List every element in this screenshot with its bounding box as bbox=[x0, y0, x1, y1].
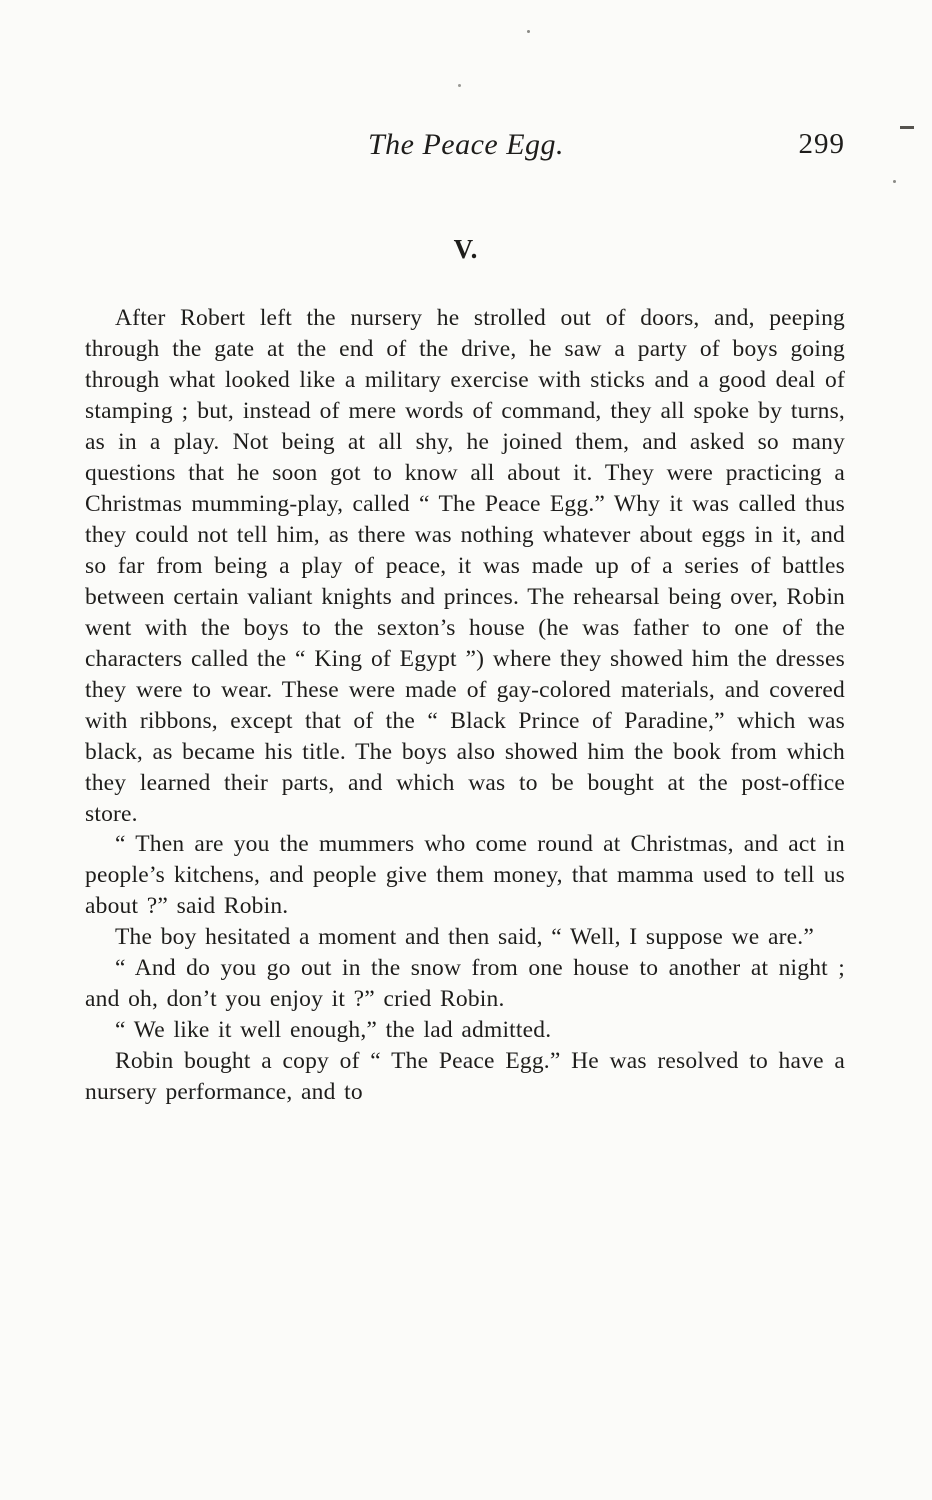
paragraph: “ Then are you the mummers who come round at Christmas, and act in people’s kitchens, and people give them money, that mamma used to tell us about ?” said Robin. bbox=[85, 831, 845, 920]
section-heading: V. bbox=[453, 234, 479, 264]
page-number: 299 bbox=[798, 128, 845, 160]
running-head bbox=[0, 0, 932, 172]
paragraph: After Robert left the nursery he strolled out of doors, and, peeping through the gate at the end of the drive, he saw a party of boys going through what looked like a military exercise with sticks and a good deal of stamping ; but, instead of mere words of command, they all spoke by turns, as in a play. Not being at all shy, he joined them, and asked so many questions that he soon got to know all about it. They were practicing a Christmas mumming-play, called “ The Peace Egg.” Why it was called thus they could not tell him, as there was nothing whatever about eggs in it, and so far from being a play of peace, it was made up of a series of battles between certain valiant knights and princes. The rehearsal being over, Robin went with the boys to the sexton’s house (he was father to one of the characters called the “ King of Egypt ”) where they showed him the dresses they were to wear. These were made of gay-colored materials, and covered with ribbons, except that of the “ Black Prince of Paradine,” which was black, as became his title. The boys also showed him the book from which they learned their parts, and which was to be bought at the post-office store. bbox=[85, 305, 845, 827]
paragraph: “ And do you go out in the snow from one house to another at night ; and oh, don’t you enjoy it ?” cried Robin. bbox=[85, 955, 845, 1013]
scan-dot bbox=[893, 180, 896, 183]
paragraph: The boy hesitated a moment and then said, “ Well, I suppose we are.” bbox=[115, 924, 814, 951]
body-text bbox=[0, 303, 932, 1108]
running-head-title: The Peace Egg. bbox=[367, 128, 565, 161]
paragraph: “ We like it well enough,” the lad admitted. bbox=[115, 1017, 552, 1044]
paragraph: Robin bought a copy of “ The Peace Egg.” He was resolved to have a nursery performance, and to bbox=[85, 1048, 845, 1106]
